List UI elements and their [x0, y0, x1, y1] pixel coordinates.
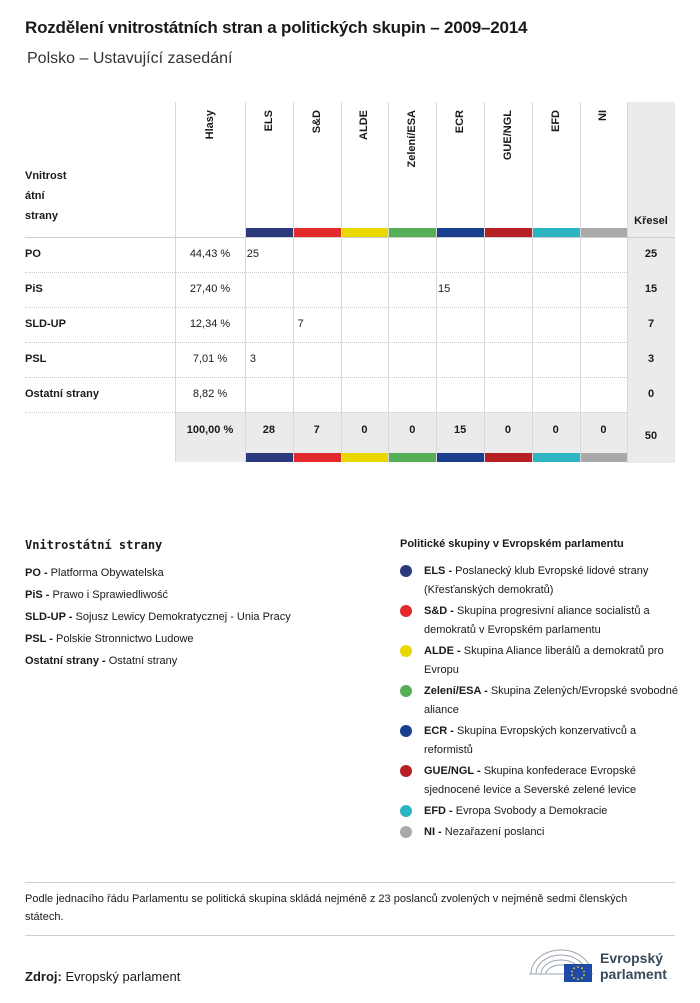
source-line — [25, 969, 180, 984]
votes-value: 12,34 % — [189, 318, 231, 330]
group-color-dot — [400, 685, 412, 697]
group-color-bar — [581, 228, 628, 237]
national-party-item — [25, 562, 291, 584]
group-legend-item — [400, 802, 680, 821]
group-header — [293, 102, 341, 228]
party-name: Ostatní strany — [105, 655, 178, 667]
group-legend-item — [400, 642, 680, 680]
seat-count-cell: 25 — [246, 248, 260, 260]
row-divider — [25, 412, 627, 413]
ep-logo — [528, 944, 678, 988]
group-header — [532, 102, 580, 228]
total-seat-cell: 28 — [262, 424, 276, 436]
group-abbr: ELS - — [424, 565, 453, 577]
seat-count-cell: 15 — [437, 283, 451, 295]
total-seat-cell: 0 — [504, 424, 511, 436]
group-abbr: ECR - — [424, 725, 454, 737]
seats-value: 3 — [647, 353, 655, 365]
national-party-item — [25, 650, 291, 672]
group-abbr: S&D - — [424, 605, 454, 617]
group-color-bar — [342, 228, 389, 237]
seat-count-cell: 3 — [249, 353, 256, 365]
votes-value: 44,43 % — [189, 248, 231, 260]
logo-line2: parlament — [600, 966, 667, 982]
group-header-label: ECR — [454, 110, 467, 134]
party-label: SLD-UP — [25, 318, 66, 330]
logo-line1: Evropský — [600, 950, 664, 966]
group-header — [580, 102, 628, 228]
political-groups-legend — [400, 562, 680, 844]
party-label: PSL — [25, 353, 47, 365]
total-seat-cell: 0 — [600, 424, 607, 436]
group-header-label: ELS — [262, 110, 275, 132]
page-subtitle: Polsko – Ustavující zasedání — [27, 50, 233, 67]
group-color-bar — [581, 453, 628, 462]
party-abbr: SLD-UP - — [25, 611, 73, 623]
divider — [25, 935, 675, 936]
seats-header: Křesel — [634, 215, 668, 227]
seat-count-cell: 7 — [297, 318, 304, 330]
national-parties-legend — [25, 562, 291, 672]
party-abbr: Ostatní strany - — [25, 655, 106, 667]
group-color-dot — [400, 725, 412, 737]
group-header — [341, 102, 389, 228]
group-color-dot — [400, 765, 412, 777]
group-abbr: EFD - — [424, 805, 453, 817]
group-legend-item — [400, 762, 680, 800]
group-abbr: NI - — [424, 826, 442, 838]
group-abbr: Zelení/ESA - — [424, 685, 488, 697]
group-color-bar — [437, 453, 484, 462]
votes-header-label: Hlasy — [204, 110, 216, 140]
group-color-bar — [533, 453, 580, 462]
group-header-label: EFD — [549, 110, 562, 132]
group-color-bar — [437, 228, 484, 237]
group-header — [388, 102, 436, 228]
total-seat-cell: 7 — [313, 424, 320, 436]
group-header-label: GUE/NGL — [501, 110, 514, 161]
seats-value: 0 — [647, 388, 655, 400]
group-name: Skupina progresivní aliance socialistů a demokratů v Evropském parlamentu — [424, 605, 650, 636]
party-label: PiS — [25, 283, 43, 295]
total-seat-cell: 0 — [361, 424, 368, 436]
group-color-bar — [294, 228, 341, 237]
political-groups-title: Politické skupiny v Evropském parlamentu — [400, 538, 624, 550]
group-legend-item — [400, 722, 680, 760]
votes-value: 8,82 % — [192, 388, 228, 400]
column-divider — [627, 102, 628, 462]
national-party-item — [25, 606, 291, 628]
group-color-bar — [485, 453, 532, 462]
group-abbr: ALDE - — [424, 645, 461, 657]
row-divider — [25, 307, 627, 308]
group-color-dot — [400, 826, 412, 838]
group-header — [436, 102, 484, 228]
group-header-label: S&D — [310, 110, 323, 134]
seats-value: 15 — [644, 283, 658, 295]
total-votes: 100,00 % — [186, 424, 234, 436]
group-legend-item — [400, 823, 680, 842]
page-title: Rozdělení vnitrostátních stran a politických skupin – 2009–2014 — [25, 18, 528, 37]
group-abbr: GUE/NGL - — [424, 765, 481, 777]
group-color-bar — [389, 453, 436, 462]
national-parties-title: Vnitrostátní strany — [25, 538, 163, 552]
group-color-bar — [389, 228, 436, 237]
logo-text — [600, 950, 667, 982]
party-abbr: PiS - — [25, 589, 50, 601]
group-header — [484, 102, 532, 228]
row-divider — [25, 237, 675, 238]
party-name: Sojusz Lewicy Demokratycznej - Unia Pracy — [72, 611, 291, 623]
group-color-bar — [533, 228, 580, 237]
group-color-bar — [485, 228, 532, 237]
votes-value: 7,01 % — [192, 353, 228, 365]
total-seat-cell: 15 — [453, 424, 467, 436]
group-name: Skupina Aliance liberálů a demokratů pro Evropu — [424, 645, 664, 676]
group-header-label: Zelení/ESA — [406, 110, 419, 168]
party-label: PO — [25, 248, 41, 260]
party-abbr: PSL - — [25, 633, 53, 645]
source-value: Evropský parlament — [61, 969, 181, 984]
footnote: Podle jednacího řádu Parlamentu se politická skupina skládá nejméně z 23 poslanců zvolených v nejméně sedmi členských státech. — [25, 893, 628, 923]
votes-header — [175, 102, 245, 228]
group-color-bar — [342, 453, 389, 462]
group-color-dot — [400, 605, 412, 617]
row-divider — [25, 342, 627, 343]
party-name: Polskie Stronnictwo Ludowe — [52, 633, 194, 645]
total-seat-cell: 0 — [409, 424, 416, 436]
group-legend-item — [400, 682, 680, 720]
group-color-bar — [246, 453, 293, 462]
party-name: Prawo i Sprawiedliwość — [49, 589, 169, 601]
seats-value: 25 — [644, 248, 658, 260]
group-name: Evropa Svobody a Demokracie — [452, 805, 608, 817]
party-label: Ostatní strany — [25, 388, 99, 400]
group-name: Poslanecký klub Evropské lidové strany (Křesťanských demokratů) — [424, 565, 649, 596]
group-color-dot — [400, 805, 412, 817]
group-header — [245, 102, 293, 228]
group-name: Skupina konfederace Evropské sjednocené levice a Severské zelené levice — [424, 765, 637, 796]
party-name: Platforma Obywatelska — [47, 567, 164, 579]
row-divider — [25, 272, 627, 273]
group-color-bar — [246, 228, 293, 237]
group-color-dot — [400, 565, 412, 577]
hemicycle-icon — [528, 944, 594, 984]
national-party-item — [25, 628, 291, 650]
national-party-item — [25, 584, 291, 606]
source-label: Zdroj: — [25, 969, 62, 984]
seats-value: 7 — [647, 318, 655, 330]
votes-value: 27,40 % — [189, 283, 231, 295]
group-name: Skupina Zelených/Evropské svobodné aliance — [424, 685, 678, 716]
group-color-bar — [294, 453, 341, 462]
group-name: Nezařazení poslanci — [441, 826, 545, 838]
party-header: Vnitrost átní strany — [25, 170, 67, 222]
group-header-label: NI — [597, 110, 610, 121]
total-seat-cell: 0 — [552, 424, 559, 436]
total-seats: 50 — [644, 430, 658, 442]
group-legend-item — [400, 562, 680, 600]
divider — [25, 882, 675, 883]
group-color-dot — [400, 645, 412, 657]
party-abbr: PO - — [25, 567, 48, 579]
group-header-label: ALDE — [358, 110, 371, 140]
group-legend-item — [400, 602, 680, 640]
row-divider — [25, 377, 627, 378]
group-name: Skupina Evropských konzervativců a reformistů — [424, 725, 637, 756]
